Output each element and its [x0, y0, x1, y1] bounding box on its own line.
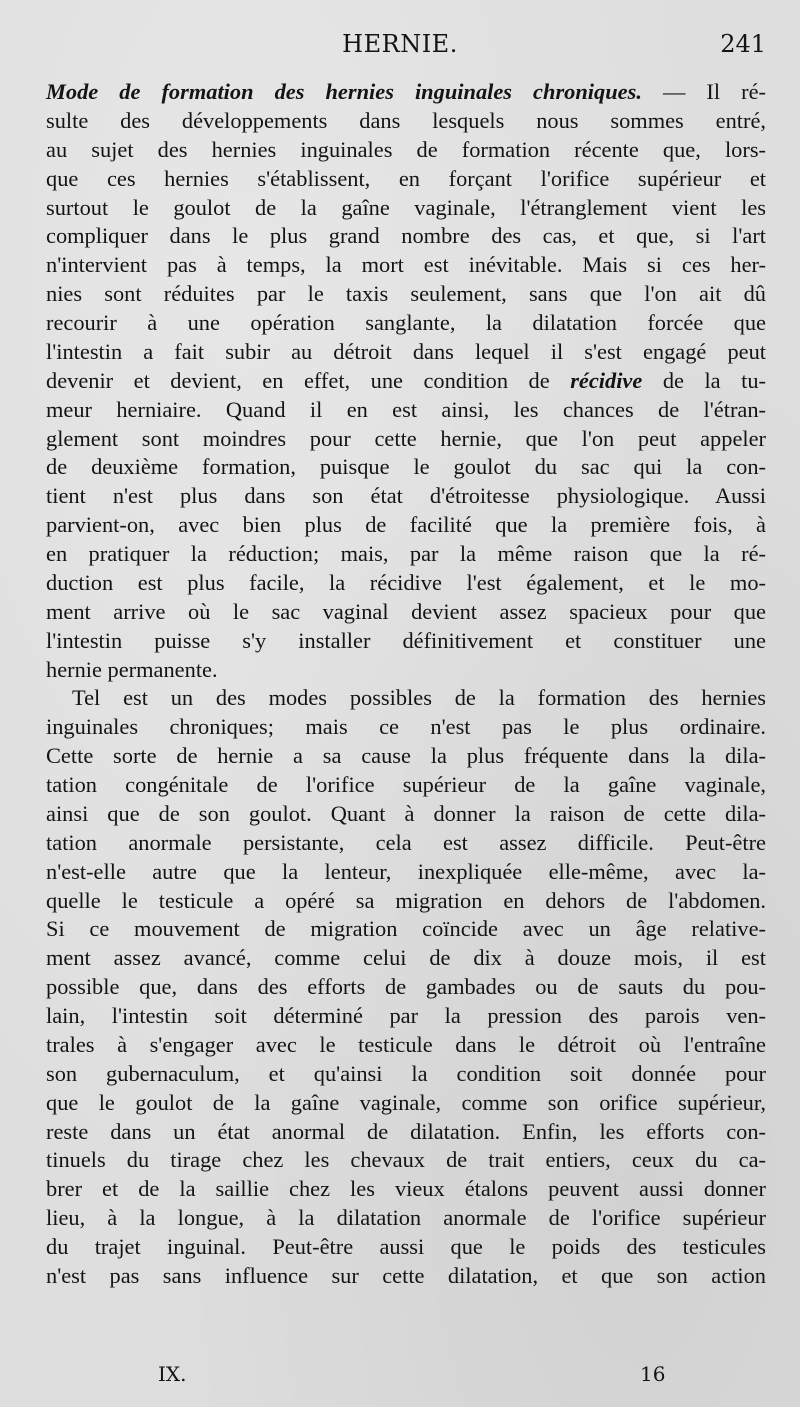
text-line: tient n'est plus dans son état d'étroitesse physiologique. Aussi	[46, 483, 766, 509]
text-line: duction est plus facile, la récidive l'est également, et le mo-	[46, 569, 766, 595]
text-line: de deuxième formation, puisque le goulot du sac qui la con-	[46, 454, 766, 480]
text-line: quelle le testicule a opéré sa migration en dehors de l'abdomen.	[46, 887, 766, 913]
body-text	[46, 78, 766, 1291]
text-line: glement sont moindres pour cette hernie, que l'on peut appeler	[46, 425, 766, 451]
text-line: Cette sorte de hernie a sa cause la plus fréquente dans la dila-	[46, 743, 766, 769]
text-line: au sujet des hernies inguinales de formation récente que, lors-	[46, 136, 766, 162]
text-line: sulte des développements dans lesquels nous sommes entré,	[46, 107, 766, 133]
running-head-title: HERNIE.	[342, 30, 458, 58]
text-line: du trajet inguinal. Peut-être aussi que le poids des testicules	[46, 1234, 766, 1259]
text-line: son gubernaculum, et qu'ainsi la condition soit donnée pour	[46, 1060, 766, 1086]
text-line: possible que, dans des efforts de gambades ou de sauts du pou-	[46, 974, 766, 1000]
text-line	[46, 78, 766, 107]
text-fragment: de la tu-	[642, 367, 766, 393]
text-line: en pratiquer la réduction; mais, par la même raison que la ré-	[46, 541, 766, 566]
signature-mark: IX.	[158, 1362, 187, 1386]
text-fragment: devenir et devient, en effet, une condition de	[46, 367, 571, 393]
text-line: tinuels du tirage chez les chevaux de trait entiers, ceux du ca-	[46, 1147, 766, 1173]
text-line: Tel est un des modes possibles de la formation des hernies	[72, 685, 766, 711]
text-line: n'est pas sans influence sur cette dilatation, et que son action	[46, 1262, 766, 1288]
text-fragment: — Il ré-	[641, 79, 766, 104]
text-line: lain, l'intestin soit déterminé par la pression des parois ven-	[46, 1003, 766, 1028]
text-line: que le goulot de la gaîne vaginale, comme son orifice supérieur,	[46, 1089, 766, 1115]
text-line: recourir à une opération sanglante, la dilatation forcée que	[46, 310, 766, 335]
text-line: inguinales chroniques; mais ce n'est pas le plus ordinaire.	[46, 714, 766, 740]
text-line: meur herniaire. Quand il en est ainsi, les chances de l'étran-	[46, 396, 766, 422]
text-line: reste dans un état anormal de dilatation. Enfin, les efforts con-	[46, 1118, 766, 1144]
text-line: hernie permanente.	[46, 656, 218, 682]
text-line: l'intestin puisse s'y installer définitivement et constituer une	[46, 627, 766, 653]
text-line: n'est-elle autre que la lenteur, inexpliquée elle-même, avec la-	[46, 858, 766, 884]
text-line: brer et de la saillie chez les vieux étalons peuvent aussi donner	[46, 1176, 766, 1202]
text-line: lieu, à la longue, à la dilatation anormale de l'orifice supérieur	[46, 1205, 766, 1231]
page-footer	[0, 1362, 800, 1392]
text-line: ment assez avancé, comme celui de dix à douze mois, il est	[46, 945, 766, 971]
text-line: l'intestin a fait subir au détroit dans lequel il s'est engagé peut	[46, 338, 766, 364]
text-line: tation anormale persistante, cela est assez difficile. Peut-être	[46, 829, 766, 855]
page-number: 241	[720, 30, 766, 58]
text-line: nies sont réduites par le taxis seulement, sans que l'on ait dû	[46, 281, 766, 307]
text-line: parvient-on, avec bien plus de facilité que la première fois, à	[46, 512, 766, 538]
text-line	[46, 367, 766, 396]
gathering-number: 16	[640, 1362, 666, 1386]
text-line: tation congénitale de l'orifice supérieur de la gaîne vaginale,	[46, 772, 766, 797]
text-line: compliquer dans le plus grand nombre des cas, et que, si l'art	[46, 223, 766, 249]
text-line: ment arrive où le sac vaginal devient assez spacieux pour que	[46, 598, 766, 624]
text-line: ainsi que de son goulot. Quant à donner la raison de cette dila-	[46, 800, 766, 826]
text-line: trales à s'engager avec le testicule dans le détroit où l'entraîne	[46, 1031, 766, 1057]
running-head	[0, 30, 800, 64]
text-line: n'intervient pas à temps, la mort est inévitable. Mais si ces her-	[46, 252, 766, 278]
emphasized-word: récidive	[570, 367, 643, 393]
text-line: Si ce mouvement de migration coïncide avec un âge relative-	[46, 916, 766, 942]
text-line: que ces hernies s'établissent, en forçant l'orifice supérieur et	[46, 165, 766, 191]
text-line: surtout le goulot de la gaîne vaginale, l'étranglement vient les	[46, 194, 766, 220]
section-heading: Mode de formation des hernies inguinales chroniques.	[46, 79, 642, 104]
